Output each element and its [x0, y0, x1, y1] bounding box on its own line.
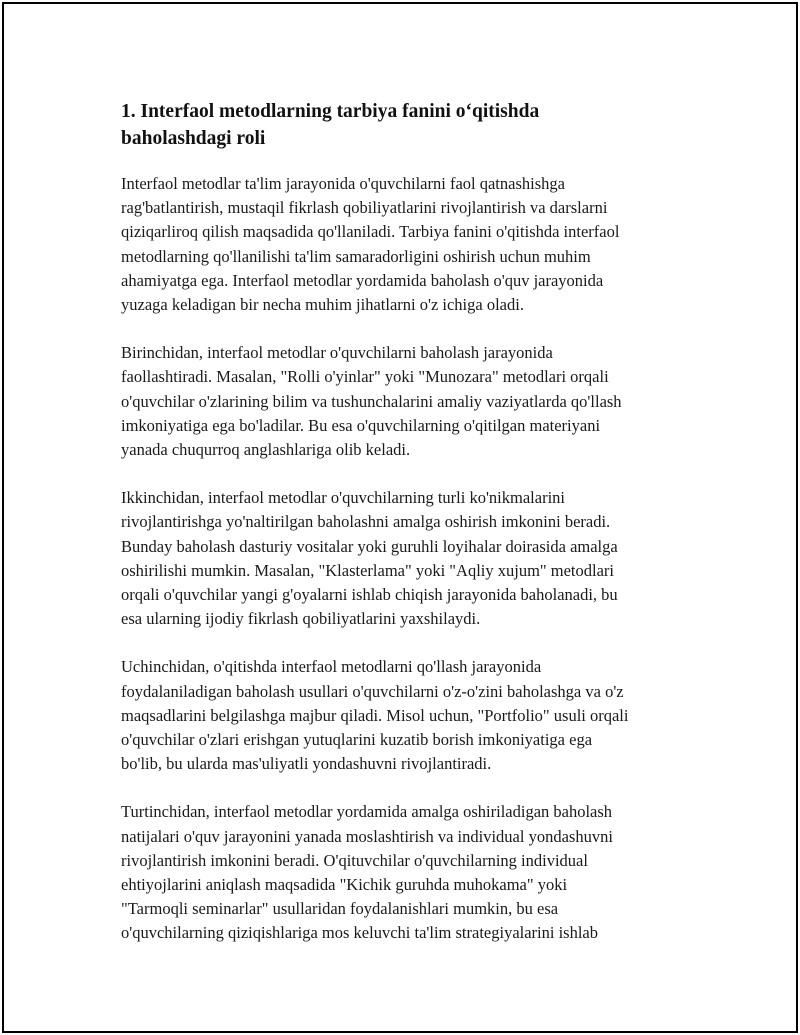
text-line: qiziqarliroq qilish maqsadida qo'llaniladi. Tarbiya fanini o'qitishda interfaol: [121, 222, 620, 242]
text-line: imkoniyatiga ega bo'ladilar. Bu esa o'quvchilarning o'qitilgan materiyani: [121, 415, 601, 435]
heading-line: baholashdagi roli: [121, 128, 266, 149]
text-line: orqali o'quvchilar yangi g'oyalarni ishlab chiqish jarayonida baholanadi, bu: [121, 585, 618, 605]
text-line: Ikkinchidan, interfaol metodlar o'quvchilarning turli ko'nikmalarini: [121, 488, 565, 508]
text-line: yanada chuqurroq anglashlariga olib keladi.: [121, 440, 411, 460]
text-line: ahamiyatga ega. Interfaol metodlar yordamida baholash o'quv jarayonida: [121, 270, 604, 290]
text-line: oshirilishi mumkin. Masalan, "Klasterlama" yoki "Aqliy xujum" metodlari: [121, 560, 615, 580]
heading-line: 1. Interfaol metodlarning tarbiya fanini o‘qitishda: [121, 101, 540, 122]
paragraph-fourth: [121, 800, 691, 945]
page-frame: [2, 2, 798, 1033]
document-body: [121, 98, 691, 970]
text-line: Birinchidan, interfaol metodlar o'quvchilarni baholash jarayonida: [121, 343, 553, 363]
text-line: yuzaga keladigan bir necha muhim jihatlarni o'z ichiga oladi.: [121, 295, 524, 315]
paragraph-first: [121, 341, 691, 462]
text-line: maqsadlarini belgilashga majbur qiladi. Misol uchun, "Portfolio" usuli orqali: [121, 705, 629, 725]
text-line: Uchinchidan, o'qitishda interfaol metodlarni qo'llash jarayonida: [121, 657, 542, 677]
text-line: bo'lib, bu ularda mas'uliyatli yondashuvni rivojlantiradi.: [121, 754, 492, 774]
section-heading: [121, 98, 691, 152]
text-line: foydalaniladigan baholash usullari o'quvchilarni o'z-o'zini baholashga va o'z: [121, 681, 624, 701]
text-line: Turtinchidan, interfaol metodlar yordamida amalga oshiriladigan baholash: [121, 802, 613, 822]
text-line: rag'batlantirish, mustaqil fikrlash qobiliyatlarini rivojlantirish va darslarni: [121, 198, 608, 218]
text-line: Bunday baholash dasturiy vositalar yoki guruhli loyihalar doirasida amalga: [121, 536, 618, 556]
paragraph-third: [121, 655, 691, 776]
text-line: faollashtiradi. Masalan, "Rolli o'yinlar" yoki "Munozara" metodlari orqali: [121, 367, 609, 387]
text-line: o'quvchilarning qiziqishlariga mos keluvchi ta'lim strategiyalarini ishlab: [121, 923, 599, 943]
paragraph-second: [121, 486, 691, 631]
text-line: rivojlantirishga yo'naltirilgan baholashni amalga oshirish imkonini beradi.: [121, 512, 611, 532]
text-line: o'quvchilar o'zlarining bilim va tushunchalarini amaliy vaziyatlarda qo'llash: [121, 391, 622, 411]
text-line: metodlarning qo'llanilishi ta'lim samaradorligini oshirish uchun muhim: [121, 246, 591, 266]
text-line: natijalari o'quv jarayonini yanada moslashtirish va individual yondashuvni: [121, 826, 613, 846]
text-line: Interfaol metodlar ta'lim jarayonida o'quvchilarni faol qatnashishga: [121, 174, 565, 193]
text-line: esa ularning ijodiy fikrlash qobiliyatlarini yaxshilaydi.: [121, 609, 481, 629]
text-line: o'quvchilar o'zlari erishgan yutuqlarini kuzatib borish imkoniyatiga ega: [121, 730, 593, 750]
text-line: "Tarmoqli seminarlar" usullaridan foydalanishlari mumkin, bu esa: [121, 899, 559, 919]
text-line: ehtiyojlarini aniqlash maqsadida "Kichik guruhda muhokama" yoki: [121, 875, 568, 895]
text-line: rivojlantirish imkonini beradi. O'qituvchilar o'quvchilarning individual: [121, 850, 588, 870]
paragraph-intro: [121, 172, 691, 317]
